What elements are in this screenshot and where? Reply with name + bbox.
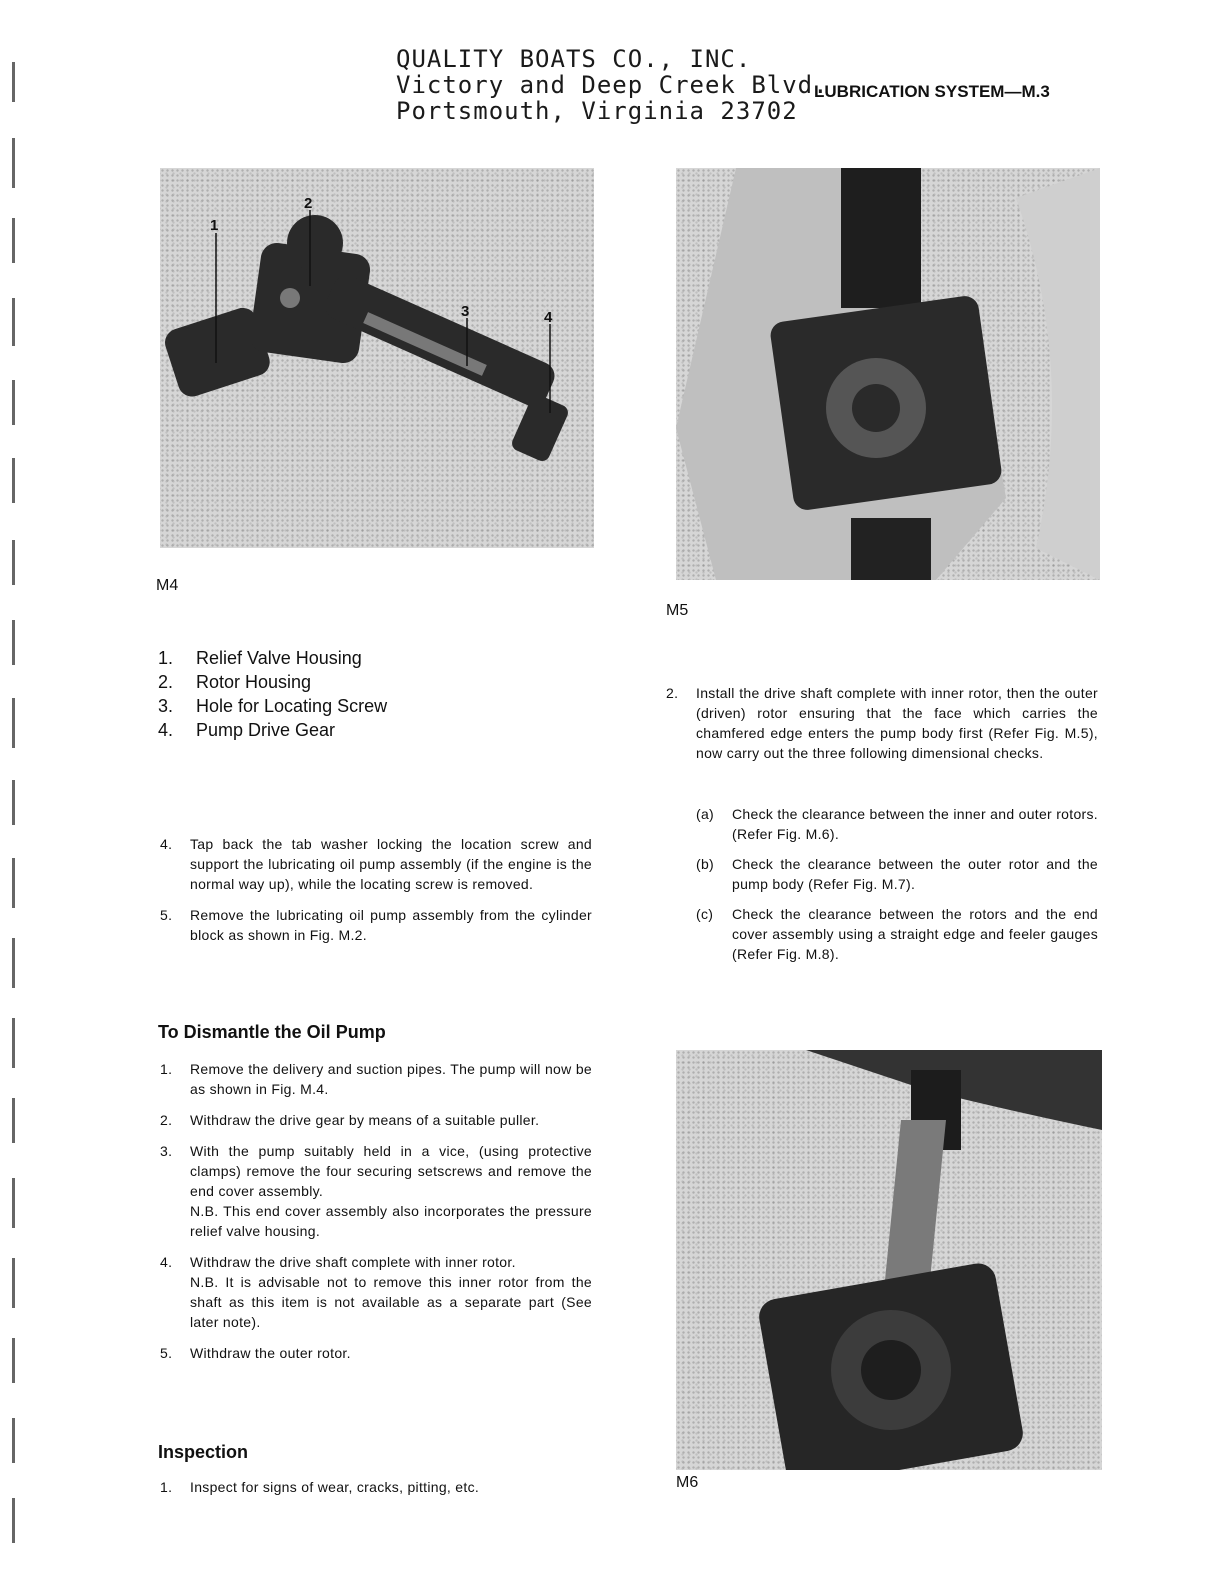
list-item: 5. Withdraw the outer rotor. bbox=[160, 1345, 351, 1361]
stamp-line-3: Portsmouth, Virginia 23702 bbox=[396, 97, 798, 125]
list-item: 1. Inspect for signs of wear, cracks, pitting, etc. bbox=[160, 1479, 480, 1495]
binding-mark bbox=[12, 540, 15, 585]
binding-mark bbox=[12, 1018, 15, 1068]
page-header: LUBRICATION SYSTEM—M.3 bbox=[814, 82, 1050, 101]
list-item: 3. Hole for Locating Screw bbox=[158, 696, 388, 716]
binding-mark bbox=[12, 1098, 15, 1143]
removal-steps bbox=[160, 834, 592, 956]
binding-mark bbox=[12, 1418, 15, 1463]
stamp-line-2: Victory and Deep Creek Blvd. bbox=[396, 71, 829, 99]
list-item: 5. Remove the lubricating oil pump assembly from the cylinder block as shown in Fig. M.2. bbox=[160, 907, 592, 943]
dimensional-checks bbox=[696, 804, 1098, 974]
feeler-gauge-illustration bbox=[676, 1050, 1102, 1470]
callout-4: 4 bbox=[544, 309, 553, 326]
binding-mark bbox=[12, 380, 15, 425]
oil-pump-illustration bbox=[160, 168, 594, 548]
company-stamp bbox=[396, 45, 829, 125]
inspection-steps bbox=[160, 1477, 592, 1508]
dismantle-steps bbox=[160, 1059, 592, 1374]
install-step bbox=[666, 683, 1098, 774]
list-item: (c) Check the clearance between the rotors and the end cover assembly using a straight edge and feeler gauges (Refer Fig. M.8). bbox=[696, 906, 1098, 962]
figure-m6-photo bbox=[676, 1050, 1102, 1470]
callout-2: 2 bbox=[304, 195, 313, 212]
list-item: 3. With the pump suitably held in a vice, (using protective clamps) remove the four securing setscrews and remove the end cover assembly. N.B. This end cover assembly also incorporates the pressure relief valve housing. bbox=[160, 1143, 592, 1239]
binding-mark bbox=[12, 938, 15, 988]
binding-mark bbox=[12, 858, 15, 908]
list-item: 4. Pump Drive Gear bbox=[158, 720, 336, 740]
binding-mark bbox=[12, 1338, 15, 1383]
list-item: 2. Withdraw the drive gear by means of a suitable puller. bbox=[160, 1112, 540, 1128]
stamp-line-1: QUALITY BOATS CO., INC. bbox=[396, 45, 752, 73]
list-item: (b) Check the clearance between the outer rotor and the pump body (Refer Fig. M.7). bbox=[696, 856, 1098, 892]
binding-mark bbox=[12, 780, 15, 825]
figure-m5-caption: M5 bbox=[666, 602, 689, 619]
dismantle-heading: To Dismantle the Oil Pump bbox=[158, 1022, 386, 1042]
binding-mark bbox=[12, 218, 15, 263]
figure-m5-photo bbox=[676, 168, 1100, 580]
binding-mark bbox=[12, 1498, 15, 1543]
binding-mark bbox=[12, 1258, 15, 1308]
callout-1: 1 bbox=[210, 217, 219, 234]
figure-m4-caption: M4 bbox=[156, 577, 179, 594]
binding-mark bbox=[12, 458, 15, 503]
list-item: 1. Relief Valve Housing bbox=[158, 648, 362, 668]
list-item: 2. Install the drive shaft complete with inner rotor, then the outer (driven) rotor ensuring that the face which carries the chamfered edge enters the pump body first (Refer Fig. M.5), now carry out the three following dimensional checks. bbox=[666, 685, 1098, 761]
parts-list bbox=[158, 646, 578, 742]
figure-m6-caption: M6 bbox=[676, 1474, 699, 1491]
binding-mark bbox=[12, 138, 15, 188]
figure-m4-photo bbox=[160, 168, 594, 548]
callout-3: 3 bbox=[461, 303, 470, 320]
binding-mark bbox=[12, 1178, 15, 1228]
binding-mark bbox=[12, 62, 15, 102]
list-item: (a) Check the clearance between the inner and outer rotors. (Refer Fig. M.6). bbox=[696, 806, 1098, 842]
binding-mark bbox=[12, 698, 15, 748]
binding-mark bbox=[12, 620, 15, 665]
list-item: 2. Rotor Housing bbox=[158, 672, 312, 692]
list-item: 4. Tap back the tab washer locking the location screw and support the lubricating oil pump assembly (if the engine is the normal way up), while the locating screw is removed. bbox=[160, 836, 592, 892]
binding-mark bbox=[12, 298, 15, 346]
inspection-heading: Inspection bbox=[158, 1442, 249, 1462]
list-item: 4. Withdraw the drive shaft complete with inner rotor. N.B. It is advisable not to remove this inner rotor from the shaft as this item is not available as a separate part (See later note). bbox=[160, 1254, 592, 1330]
list-item: 1. Remove the delivery and suction pipes. The pump will now be as shown in Fig. M.4. bbox=[160, 1061, 592, 1097]
pump-in-hand-illustration bbox=[676, 168, 1100, 580]
